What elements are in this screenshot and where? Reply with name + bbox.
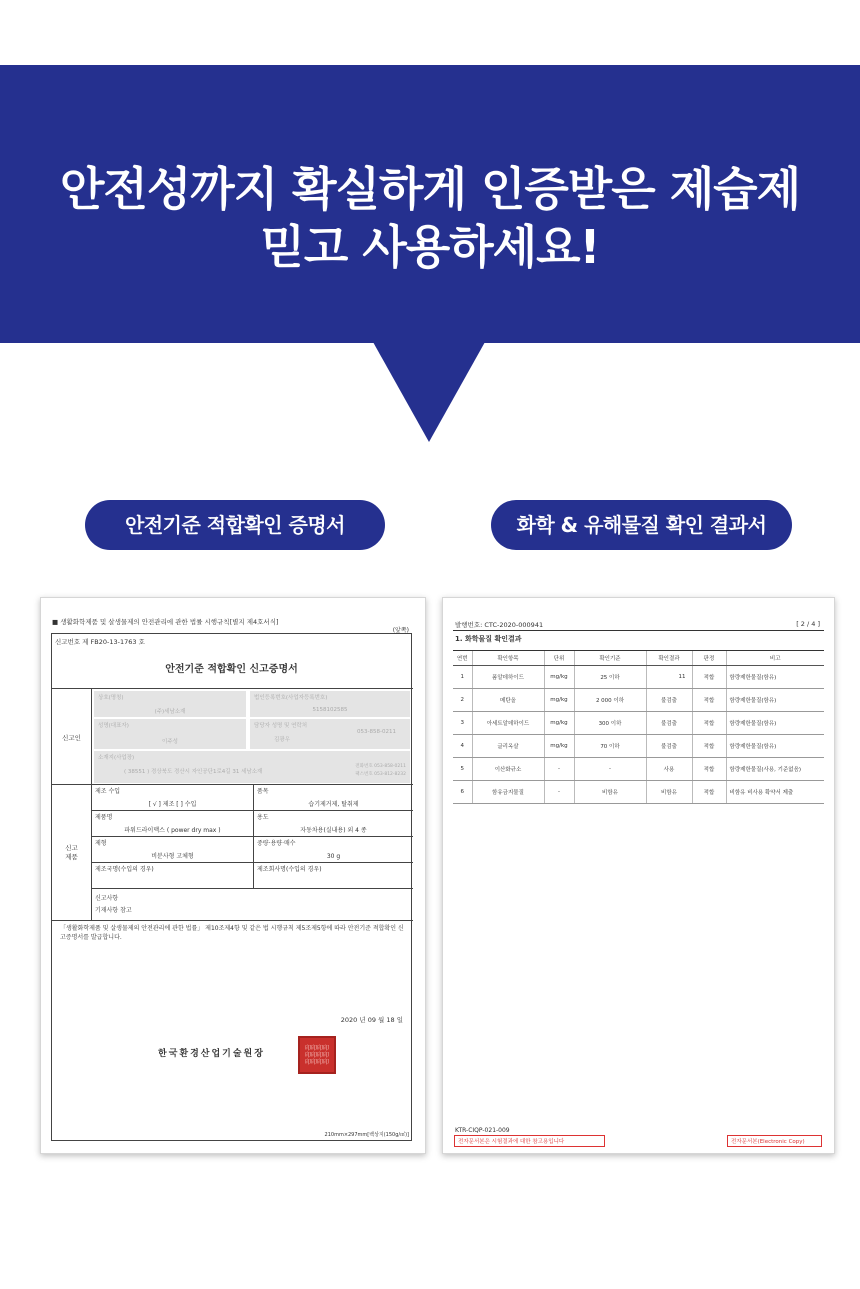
table-cell: 아세트알데하이드 bbox=[472, 712, 544, 735]
product-name-key: 제품명 bbox=[95, 814, 113, 821]
maker-key: 제조회사명(수입의 경우) bbox=[257, 866, 322, 873]
form-cell bbox=[92, 837, 254, 863]
table-cell: 사용 bbox=[646, 758, 692, 781]
notes-key: 신고사항 bbox=[95, 895, 119, 902]
table-row bbox=[453, 781, 824, 804]
contact-phone: 053-858-0211 bbox=[357, 729, 396, 735]
product-section bbox=[52, 785, 413, 921]
representative-box bbox=[94, 719, 246, 749]
table-cell: 불검출 bbox=[646, 735, 692, 758]
product-name-cell bbox=[92, 811, 254, 837]
weight-cell bbox=[254, 837, 413, 863]
representative-label: 성명(대표자) bbox=[98, 723, 129, 729]
item-cell bbox=[254, 785, 413, 811]
electronic-copy-notice: 전자문서본(Electronic Copy) bbox=[727, 1135, 822, 1147]
table-cell: 함량제한물질(함유) bbox=[726, 689, 824, 712]
mfg-import-cell bbox=[92, 785, 254, 811]
column-header: 판정 bbox=[692, 651, 726, 666]
table-cell: 적합 bbox=[692, 689, 726, 712]
company-box bbox=[94, 691, 246, 717]
column-header: 비고 bbox=[726, 651, 824, 666]
item-value: 습기제거제, 탈취제 bbox=[308, 801, 359, 808]
table-cell: 비함유 비사용 확약서 제출 bbox=[726, 781, 824, 804]
representative-value: 이주성 bbox=[162, 739, 178, 745]
table-cell: - bbox=[544, 758, 574, 781]
table-cell: 4 bbox=[453, 735, 472, 758]
table-cell: 함량제한물질(함유) bbox=[726, 712, 824, 735]
banner-headline-line1: 안전성까지 확실하게 인증받은 제습제 bbox=[59, 162, 801, 216]
mfg-import-key: 제조 수입 bbox=[95, 788, 121, 795]
table-cell: mg/kg bbox=[544, 666, 574, 689]
product-name-value: 파워드라이맥스 ( power dry max ) bbox=[124, 827, 221, 834]
results-table bbox=[453, 650, 824, 804]
issue-date: 2020 년 09 월 18 일 bbox=[340, 1016, 403, 1024]
chemical-result-label: 화학 & 유해물질 확인 결과서 bbox=[491, 500, 792, 550]
address-box bbox=[94, 751, 410, 783]
copy-mark: (앞쪽) bbox=[392, 627, 409, 634]
table-row bbox=[453, 712, 824, 735]
notes-cell bbox=[92, 889, 413, 921]
table-cell: 2 bbox=[453, 689, 472, 712]
table-cell: 적합 bbox=[692, 666, 726, 689]
table-cell: 적합 bbox=[692, 735, 726, 758]
company-label: 상호(명칭) bbox=[98, 695, 124, 701]
table-cell: mg/kg bbox=[544, 712, 574, 735]
product-label: 신고 제품 bbox=[52, 785, 92, 921]
table-cell: 불검출 bbox=[646, 689, 692, 712]
bizno-value: 5158102585 bbox=[312, 707, 348, 713]
paper-size: 210mm×297mm[백상지(150g/㎡)] bbox=[324, 1132, 409, 1138]
table-cell: - bbox=[574, 758, 646, 781]
table-row bbox=[453, 689, 824, 712]
item-key: 품목 bbox=[257, 788, 269, 795]
table-cell: 3 bbox=[453, 712, 472, 735]
table-cell: 11 bbox=[646, 666, 692, 689]
table-cell: 1 bbox=[453, 666, 472, 689]
banner-headline bbox=[0, 160, 860, 276]
table-cell: 적합 bbox=[692, 758, 726, 781]
issuer-name: 한국환경산업기술원장 bbox=[158, 1049, 265, 1059]
bizno-label: 법인등록번호(사업자등록번호) bbox=[254, 695, 328, 701]
column-header: 확인기준 bbox=[574, 651, 646, 666]
table-cell: 함량제한물질(함유) bbox=[726, 735, 824, 758]
section-title: 1. 화학물질 확인결과 bbox=[455, 635, 522, 643]
form-value: 비분사형 고체형 bbox=[151, 853, 194, 860]
report-number: 신고번호 제 FB20-13-1763 호 bbox=[55, 638, 145, 646]
table-cell: 적합 bbox=[692, 781, 726, 804]
address-label: 소재지(사업장) bbox=[98, 755, 135, 761]
table-cell: 이산화규소 bbox=[472, 758, 544, 781]
certificate-title: 안전기준 적합확인 신고증명서 bbox=[165, 664, 298, 675]
table-cell: - bbox=[544, 781, 574, 804]
table-cell: 함량제한물질(사용, 기준없음) bbox=[726, 758, 824, 781]
table-cell: 함유금지물질 bbox=[472, 781, 544, 804]
table-cell: mg/kg bbox=[544, 735, 574, 758]
page-indicator: [ 2 / 4 ] bbox=[796, 620, 820, 628]
column-header: 단위 bbox=[544, 651, 574, 666]
use-value: 자동차용(실내용) 외 4 종 bbox=[300, 827, 367, 834]
country-cell bbox=[92, 863, 254, 889]
country-key: 제조국명(수입의 경우) bbox=[95, 866, 154, 873]
contact-box bbox=[250, 719, 410, 749]
law-header: ■ 생활화학제품 및 살생물제의 안전관리에 관한 법률 시행규칙[별지 제4호서식] bbox=[52, 618, 279, 626]
table-cell: mg/kg bbox=[544, 689, 574, 712]
form-code: KTR-CIQP-021-009 bbox=[455, 1127, 510, 1134]
down-arrow-icon bbox=[373, 342, 485, 442]
chemical-result-document bbox=[442, 597, 835, 1154]
table-cell: 불검출 bbox=[646, 712, 692, 735]
header-rule bbox=[453, 630, 824, 631]
table-cell: 폼알데하이드 bbox=[472, 666, 544, 689]
phone-label: 전화번호 053-858-0211 bbox=[355, 764, 406, 769]
table-cell: 글리옥살 bbox=[472, 735, 544, 758]
weight-value: 30 g bbox=[326, 853, 341, 860]
banner-headline-line2: 믿고 사용하세요! bbox=[260, 220, 600, 274]
column-header: 연번 bbox=[453, 651, 472, 666]
table-cell: 6 bbox=[453, 781, 472, 804]
address-value: ( 38551 ) 경상북도 경산시 자인공단1로4길 31 세남소재 bbox=[124, 769, 263, 775]
table-cell: 5 bbox=[453, 758, 472, 781]
column-header: 확인항목 bbox=[472, 651, 544, 666]
table-cell: 비함유 bbox=[574, 781, 646, 804]
safety-certificate-label: 안전기준 적합확인 증명서 bbox=[85, 500, 385, 550]
table-row bbox=[453, 735, 824, 758]
maker-cell bbox=[254, 863, 413, 889]
table-cell: 300 이하 bbox=[574, 712, 646, 735]
table-row bbox=[453, 666, 824, 689]
reporter-section bbox=[52, 688, 413, 785]
use-cell bbox=[254, 811, 413, 837]
reference-notice: 전자문서본은 시험결과에 대한 참고용입니다 bbox=[454, 1135, 605, 1147]
bizno-box bbox=[250, 691, 410, 717]
issue-number: 발행번호: CTC-2020-000941 bbox=[455, 621, 544, 629]
use-key: 용도 bbox=[257, 814, 269, 821]
contact-label: 담당자 성명 및 연락처 bbox=[254, 723, 308, 729]
safety-certificate-document bbox=[40, 597, 426, 1154]
fax-label: 팩스번호 053-812-8232 bbox=[355, 772, 406, 777]
certificate-body-text: 「생활화학제품 및 살생물제의 안전관리에 관한 법률」 제10조제4항 및 같은 법 시행규칙 제5조제5항에 따라 안전기준 적합확인 신고증명서를 발급합니다. bbox=[60, 925, 404, 941]
table-cell: 메탄올 bbox=[472, 689, 544, 712]
table-row bbox=[453, 758, 824, 781]
table-cell: 70 이하 bbox=[574, 735, 646, 758]
table-cell: 2 000 이하 bbox=[574, 689, 646, 712]
table-cell: 적합 bbox=[692, 712, 726, 735]
table-cell: 25 이하 bbox=[574, 666, 646, 689]
notes-value: 기재사항 참고 bbox=[95, 907, 132, 914]
form-key: 제형 bbox=[95, 840, 107, 847]
column-header: 확인결과 bbox=[646, 651, 692, 666]
mfg-import-value: [ √ ] 제조 [ ] 수입 bbox=[148, 801, 197, 808]
weight-key: 중량·용량·매수 bbox=[257, 840, 296, 847]
table-cell: 함량제한물질(함유) bbox=[726, 666, 824, 689]
reporter-label: 신고인 bbox=[52, 689, 92, 786]
official-seal-icon: 印印印印印印印印印印印印 bbox=[298, 1036, 336, 1074]
contact-name: 김광우 bbox=[274, 737, 290, 743]
table-cell: 비함유 bbox=[646, 781, 692, 804]
table-header-row bbox=[453, 651, 824, 666]
company-value: (주)세남소재 bbox=[154, 709, 186, 715]
certificate-frame bbox=[51, 633, 412, 1141]
